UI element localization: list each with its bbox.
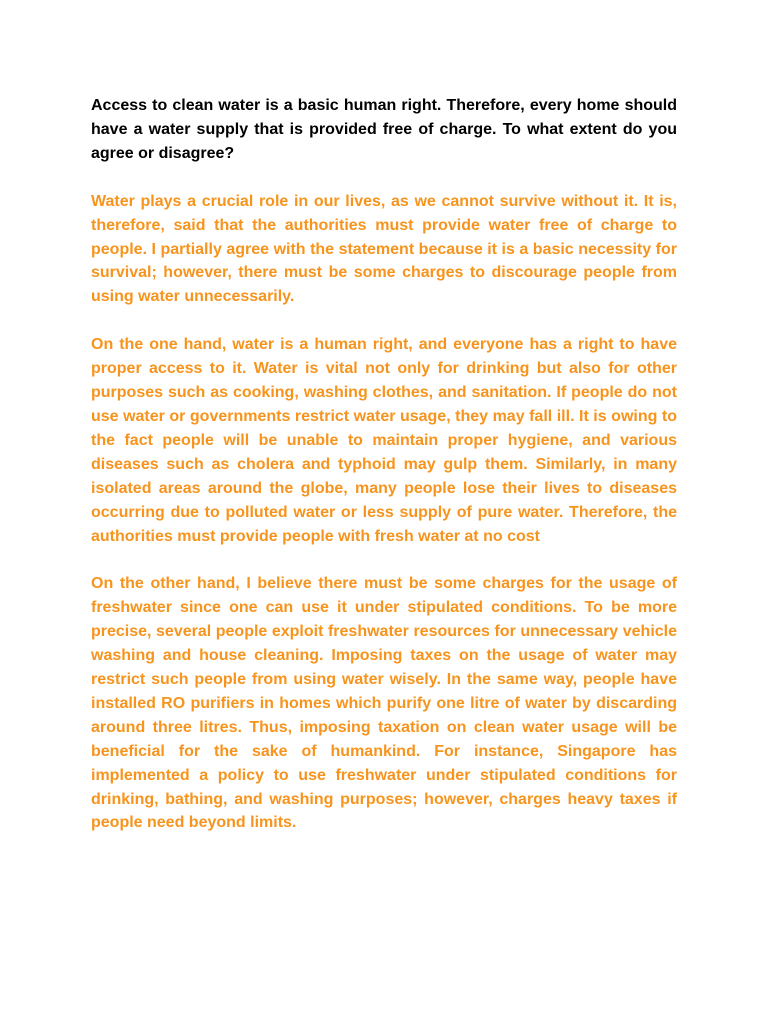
essay-question: Access to clean water is a basic human right. Therefore, every home should have a water supply that is provided free of charge. To what extent do you agree or disagree? (91, 97, 677, 162)
paragraph-spacer (91, 309, 677, 333)
essay-paragraph-body-one: On the one hand, water is a human right, and everyone has a right to have proper access to it. Water is vital not only for drinking but also for other purposes such as cooking, washing clothes, and sanitation. If people do not use water or governments restrict water usage, they may fall ill. It is owing to the fact people will be unable to maintain proper hygiene, and various diseases such as cholera and typhoid may gulp them. Similarly, in many isolated areas around the globe, many people lose their lives to diseases occurring due to polluted water or less supply of pure water. Therefore, the authorities must provide people with fresh water at no cost (91, 336, 677, 545)
essay-paragraph-introduction: Water plays a crucial role in our lives, as we cannot survive without it. It is, therefore, said that the authorities must provide water free of charge to people. I partially agree with the statement because it is a basic necessity for survival; however, there must be some charges to discourage people from using water unnecessarily. (91, 192, 677, 306)
essay-paragraph-body-two: On the other hand, I believe there must be some charges for the usage of freshwater since one can use it under stipulated conditions. To be more precise, several people exploit freshwater resources for unnecessary vehicle washing and house cleaning. Imposing taxes on the usage of water may restrict such people from using water wisely. In the same way, people have installed RO purifiers in homes which purify one litre of water by discarding around three litres. Thus, imposing taxation on clean water usage will be beneficial for the sake of humankind. For instance, Singapore has implemented a policy to use freshwater under stipulated conditions for drinking, bathing, and washing purposes; however, charges heavy taxes if people need beyond limits. (91, 575, 677, 832)
paragraph-spacer (91, 166, 677, 190)
document-page (91, 94, 677, 835)
paragraph-spacer (91, 548, 677, 572)
